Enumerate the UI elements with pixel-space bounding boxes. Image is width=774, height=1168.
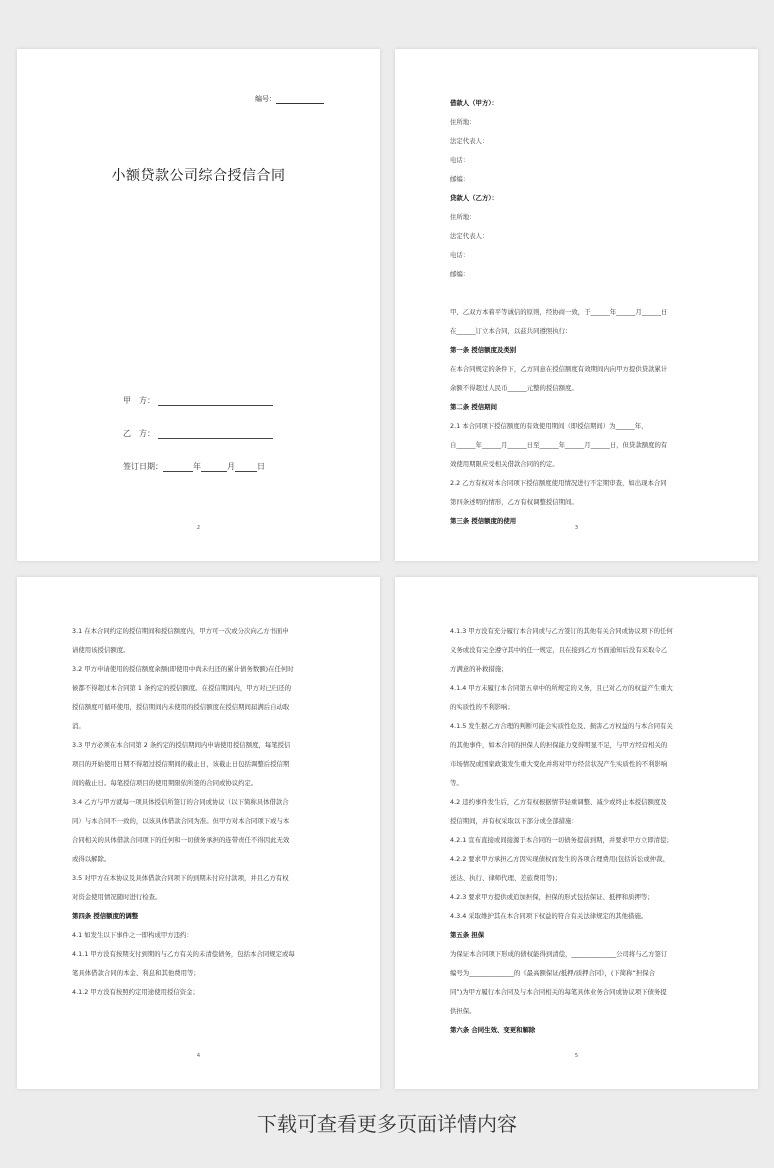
serial-blank bbox=[276, 96, 324, 104]
signing-date-label: 签订日期： bbox=[123, 462, 163, 471]
text-line: 4.3.4 采取维护其在本合同项下权益的符合有关法律规定的其他措施。 bbox=[450, 912, 648, 920]
text-line: 邮编： bbox=[450, 175, 470, 183]
text-line: 4.1.4 甲方未履行本合同第五章中的所规定的义务，且已对乙方的权益产生重大 bbox=[450, 684, 673, 692]
text-line: 3.2 甲方申请使用的授信额度余额(即使用中尚未归还的累计债务数额)在任何时 bbox=[72, 665, 294, 673]
text-line: 4.2.1 宣布直接或间接源于本合同的一切债务提前到期，并要求甲方立即清偿； bbox=[450, 836, 673, 844]
text-line: 编号为______________的《最高额保证/抵押/质押合同》，(下简称“担保合 bbox=[450, 969, 656, 977]
text-line: 住所地： bbox=[450, 118, 476, 126]
party-b-line bbox=[123, 428, 273, 439]
document-page-5 bbox=[395, 577, 758, 1089]
text-line: 电话： bbox=[450, 156, 470, 164]
page-number: 4 bbox=[196, 1053, 201, 1059]
text-line: 请使用该授信额度。 bbox=[72, 646, 130, 654]
text-line: 等。 bbox=[450, 779, 463, 787]
section-heading: 借款人（甲方）： bbox=[450, 99, 498, 107]
text-line: 方满意的补救措施； bbox=[450, 665, 508, 673]
text-line bbox=[450, 284, 706, 303]
signing-date bbox=[123, 461, 265, 472]
page-body bbox=[450, 622, 706, 1040]
text-line: 自______年______月______日至______年______月______日，但贷款额度的有 bbox=[450, 441, 668, 449]
text-line: 法定代表人： bbox=[450, 137, 489, 145]
text-line: 第四条述明的情形，乙方有权调整授信期间。 bbox=[450, 498, 578, 506]
text-line: 或得以解除。 bbox=[72, 855, 111, 863]
text-line: 4.1.5 发生据乙方合理的判断可能会实质性危及、损害乙方权益的与本合同有关 bbox=[450, 722, 673, 730]
text-line: 法定代表人： bbox=[450, 232, 489, 240]
day-label: 日 bbox=[257, 462, 265, 471]
month-blank bbox=[201, 464, 227, 472]
text-line: 4.1.1 甲方没有按期支付到期的与乙方有关的未清偿债务，包括本合同规定或每 bbox=[72, 950, 295, 958]
day-blank bbox=[235, 464, 257, 472]
document-page-4 bbox=[17, 577, 380, 1089]
text-line: 的实质性的不利影响； bbox=[450, 703, 514, 711]
party-a-line bbox=[123, 395, 273, 406]
text-line: 供担保。 bbox=[450, 1007, 476, 1015]
section-heading: 贷款人（乙方）： bbox=[450, 194, 498, 202]
section-heading: 第二条 授信期间 bbox=[450, 403, 497, 411]
text-line: 3.3 甲方必须在本合同第 2 条约定的授信期间内申请使用授信额度，每笔授信 bbox=[72, 741, 291, 749]
year-label: 年 bbox=[193, 462, 201, 471]
section-heading: 第一条 授信额度及类别 bbox=[450, 346, 517, 354]
text-line: 2.1 本合同项下授信额度的有效使用期间（即授信期间）为______年， bbox=[450, 422, 648, 430]
text-line: 授信期间，并有权采取以下部分或全部措施： bbox=[450, 817, 578, 825]
contract-title: 小额贷款公司综合授信合同 bbox=[111, 168, 286, 184]
text-line: 余额不得超过人民币______元整的授信额度。 bbox=[450, 384, 578, 392]
page-body bbox=[72, 622, 328, 1002]
text-line: 消。 bbox=[72, 722, 85, 730]
text-line: 在本合同规定的条件下，乙方同意在授信额度有效期间内向甲方提供贷款累计 bbox=[450, 365, 668, 373]
party-b-blank bbox=[158, 430, 273, 439]
month-label: 月 bbox=[227, 462, 235, 471]
text-line: 间的截止日。每笔授信项目的使用期限依所签的合同或协议约定。 bbox=[72, 779, 258, 787]
text-line: 效使用期限应受相关借款合同的约定。 bbox=[450, 460, 559, 468]
page-number: 5 bbox=[574, 1053, 579, 1059]
section-heading: 第三条 授信额度的使用 bbox=[450, 517, 517, 525]
text-line: 市场情况或国家政策发生重大变化并将对甲方经营状况产生实质性的不利影响 bbox=[450, 760, 668, 768]
section-heading: 第五条 担保 bbox=[450, 931, 485, 939]
text-line: 同）与本合同不一致的，以该具体借款合同为准。但甲方对本合同项下或与本 bbox=[72, 817, 290, 825]
party-a-blank bbox=[158, 397, 273, 406]
text-line: 电话： bbox=[450, 251, 470, 259]
serial-label: 编号： bbox=[255, 95, 276, 103]
text-line: 3.1 在本合同约定的授信期间和授信额度内，甲方可一次或分次向乙方书面申 bbox=[72, 627, 289, 635]
text-line: 送达、执行、律师代理、差旅费用等)； bbox=[450, 874, 562, 882]
section-heading: 第六条 合同生效、变更和解除 bbox=[450, 1026, 536, 1034]
text-line: 对资金使用情况随时进行检查。 bbox=[72, 893, 162, 901]
text-line: 笔具体借款合同的本金、利息和其他费用等； bbox=[72, 969, 200, 977]
text-line: 2.2 乙方有权对本合同项下授信额度使用情况进行不定期审查，如出现本合同 bbox=[450, 479, 667, 487]
serial-number bbox=[255, 94, 324, 104]
text-line: 候都不得超过本合同第 1 条约定的授信额度。在授信期间内，甲方对已归还的 bbox=[72, 684, 292, 692]
text-line: 3.5 对甲方在本协议及具体借款合同项下的到期未付应付款项，并且乙方有权 bbox=[72, 874, 289, 882]
year-blank bbox=[163, 464, 193, 472]
section-heading: 第四条 授信额度的调整 bbox=[72, 912, 139, 920]
text-line: 4.2.2 要求甲方承担乙方因实现债权而发生的各项合理费用(包括诉讼或仲裁、 bbox=[450, 855, 669, 863]
party-b-label: 乙 方： bbox=[123, 429, 155, 438]
party-a-label: 甲 方： bbox=[123, 396, 155, 405]
page-body bbox=[450, 94, 706, 531]
text-line: 4.1 如发生以下事件之一即构成甲方违约： bbox=[72, 931, 193, 939]
text-line: 4.1.3 甲方没有充分履行本合同或与乙方签订的其他有关合同或协议项下的任何 bbox=[450, 627, 673, 635]
document-page-3 bbox=[395, 49, 758, 561]
text-line: 4.2.3 要求甲方提供或追加担保，担保的形式包括保证、抵押和质押等； bbox=[450, 893, 654, 901]
text-line: 义务或没有完全遵守其中的任一规定，且在接到乙方书面通知后没有采取令乙 bbox=[450, 646, 668, 654]
download-caption: 下载可查看更多页面详情内容 bbox=[257, 1112, 517, 1136]
text-line: 在______订立本合同，以兹共同遵照执行： bbox=[450, 327, 572, 335]
page-number: 2 bbox=[196, 525, 201, 531]
text-line: 住所地： bbox=[450, 213, 476, 221]
text-line: 甲、乙双方本着平等诚信的原则，经协商一致，于______年______月______日 bbox=[450, 308, 668, 316]
text-line: 4.1.2 甲方没有按照约定用途使用授信资金； bbox=[72, 988, 199, 996]
page-number: 3 bbox=[574, 525, 579, 531]
text-line: 合同相关的具体借款合同项下的任何和一切债务承担的连带责任不得因此无效 bbox=[72, 836, 290, 844]
text-line: 4.2 违约事件发生后，乙方有权根据情节轻重调整、减少或终止本授信额度及 bbox=[450, 798, 667, 806]
document-page-2 bbox=[17, 49, 380, 561]
text-line: 为保证本合同项下形成的债权能得到清偿，______________公司将与乙方签订 bbox=[450, 950, 668, 958]
text-line: 3.4 乙方与甲方就每一项具体授信所签订的合同或协议（以下简称具体借款合 bbox=[72, 798, 289, 806]
text-line: 同”)为甲方履行本合同及与本合同相关的每笔具体业务合同或协议项下债务提 bbox=[450, 988, 667, 996]
text-line: 项目的开始使用日期不得超过授信期间的截止日，该截止日包括调整后授信期 bbox=[72, 760, 290, 768]
text-line: 邮编： bbox=[450, 270, 470, 278]
text-line: 授信额度可循环使用，授信期间内未使用的授信额度在授信期间届满后自动取 bbox=[72, 703, 290, 711]
text-line: 的其他事件，如本合同的担保人的担保能力变得明显不足，与甲方经营相关的 bbox=[450, 741, 668, 749]
